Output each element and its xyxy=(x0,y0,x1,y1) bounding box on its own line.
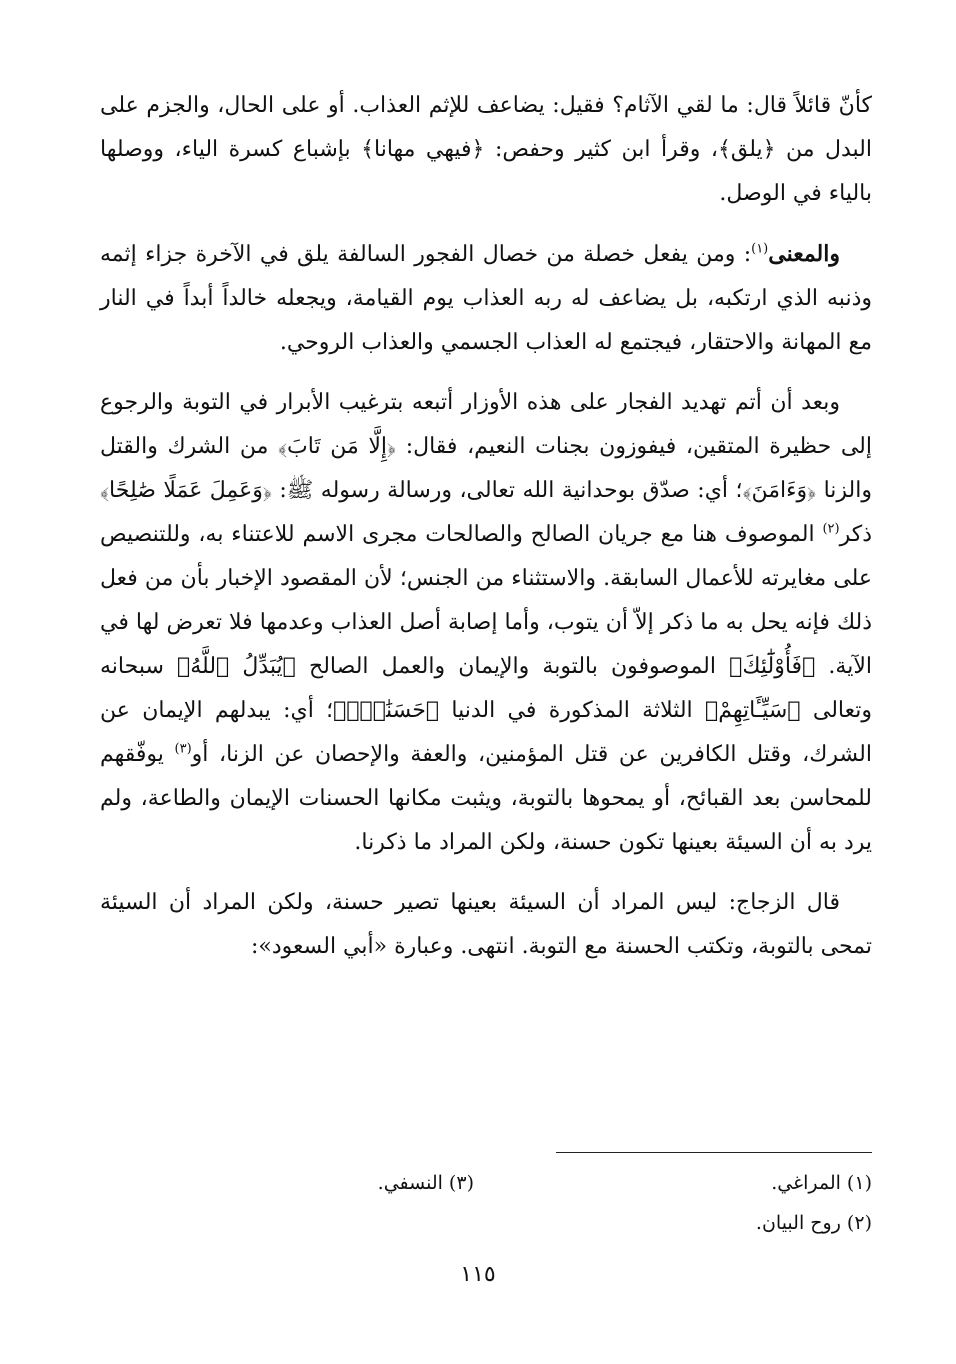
footnote-1: (١) المراغي. xyxy=(771,1172,872,1194)
paragraph-3-part-c: يوفّقهم للمحاسن بعد القبائح، أو يمحوها بالتوبة، ويثبت مكانها الحسنات الإيمان والطاعة، ولم يرد به أن السيئة بعينها تكون حسنة، ولكن المراد ما ذكرنا. xyxy=(100,742,872,855)
page-number: ١١٥ xyxy=(460,1262,496,1287)
footnote-ref-2: (٢) xyxy=(822,521,840,537)
footnote-ref-3: (٣) xyxy=(174,741,192,757)
paragraph-2-text: : ومن يفعل خصلة من خصال الفجور السالفة يلق في الآخرة جزاء إثمه وذنبه الذي ارتكبه، بل يضاعف له ربه العذاب يوم القيامة، ويجعله خالداً أبداً في النار مع المهانة والاحتقار، فيجتمع له العذاب الجسمي والعذاب الروحي. xyxy=(100,242,872,355)
footnote-3: (٣) النسفي. xyxy=(377,1172,474,1194)
paragraph-1: كأنّ قائلاً قال: ما لقي الآثام؟ فقيل: يضاعف للإثم العذاب. أو على الحال، والجزم على البدل من ﴿يلق﴾، وقرأ ابن كثير وحفص: ﴿فيهي مهانا﴾ بإشباع كسرة الياء، ووصلها بالياء في الوصل. xyxy=(100,93,872,206)
paragraph-4: قال الزجاج: ليس المراد أن السيئة بعينها تصير حسنة، ولكن المراد أن السيئة تمحى بالتوبة، وتكتب الحسنة مع التوبة. انتهى. وعبارة «أبي السعود»: xyxy=(100,890,872,959)
body-text xyxy=(100,84,872,985)
paragraph-3-part-b: الموصوف هنا مع جريان الصالح والصالحات مجرى الاسم للاعتناء به، وللتنصيص على مغايرته للأعمال السابقة. والاستثناء من الجنس؛ لأن المقصود الإخبار بأن من فعل ذلك فإنه يحل به ما ذكر إلاّ أن يتوب، وأما إصابة أصل العذاب وعدمها فلا تعرض لها في الآية. ﴿فَأُوْلَٰٓئِكَ﴾ الموصوفون بالتوبة والإيمان والعمل الصالح ﴿يُبَدِّلُ ٱللَّهُ﴾ سبحانه وتعالى ﴿سَيِّـَٔاتِهِمْ﴾ الثلاثة المذكورة في الدنيا ﴿حَسَنَٰتٍۗ﴾؛ أي: يبدلهم الإيمان عن الشرك، وقتل الكافرين عن قتل المؤمنين، والعفة والإحصان عن الزنا، أو xyxy=(100,522,872,767)
footnote-divider xyxy=(556,1152,872,1153)
paragraph-2 xyxy=(100,232,872,365)
footnote-ref-1: (١) xyxy=(751,241,769,257)
paragraph-3-part-a: وبعد أن أتم تهديد الفجار على هذه الأوزار أتبعه بترغيب الأبرار في التوبة والرجوع إلى حظيرة المتقين، فيفوزون بجنات النعيم، فقال: ﴿إِلَّا مَن تَابَ﴾ من الشرك والقتل والزنا ﴿وَءَامَنَ﴾؛ أي: صدّق بوحدانية الله تعالى، ورسالة رسوله ﷺ: ﴿وَعَمِلَ عَمَلًا صَٰلِحًا﴾ ذكر xyxy=(100,390,872,547)
paragraph-3 xyxy=(100,381,872,865)
paragraph-2-lead: والمعنى xyxy=(768,241,840,267)
footnote-2: (٢) روح البيان. xyxy=(755,1212,872,1234)
